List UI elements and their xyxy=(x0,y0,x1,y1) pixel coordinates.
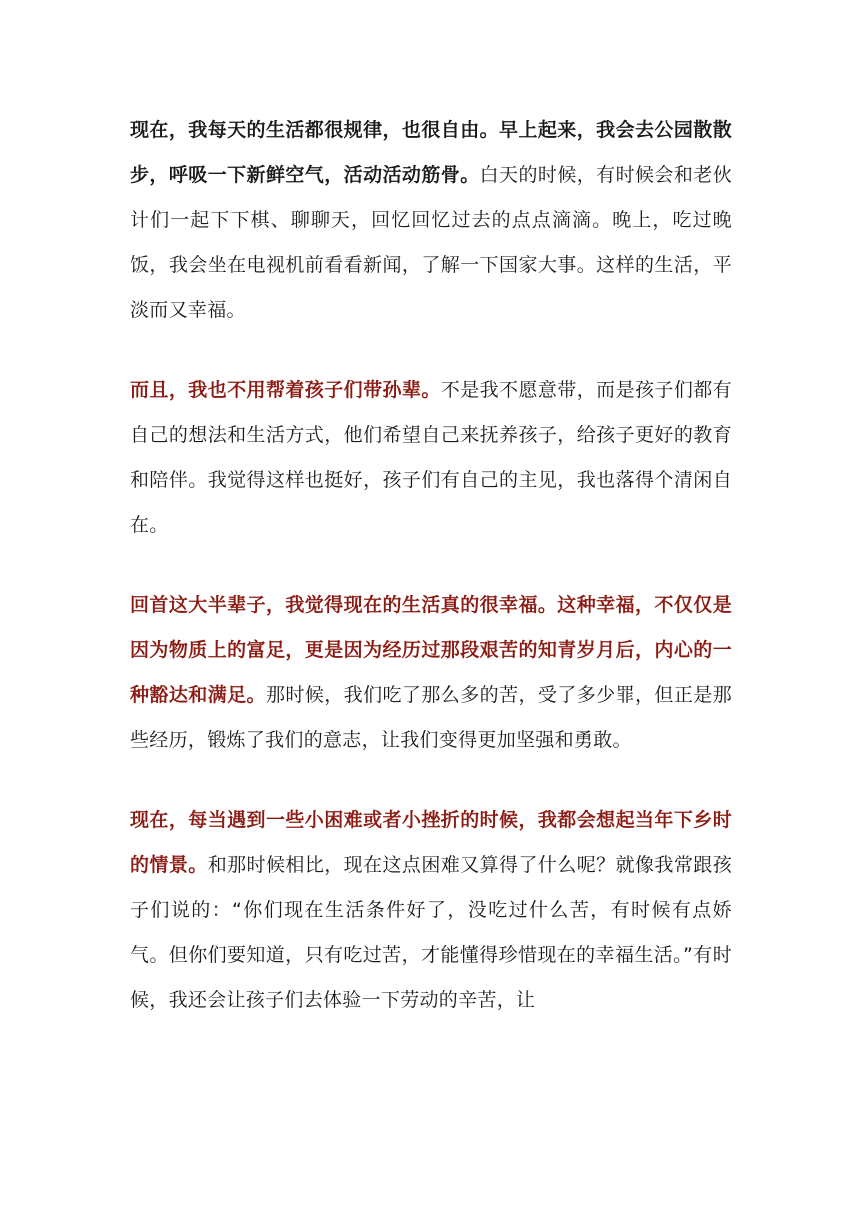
paragraph-body: 不是我不愿意带，而是孩子们都有自己的想法和生活方式，他们希望自己来抚养孩子，给孩子更好的教育和陪伴。我觉得这样也挺好，孩子们有自己的主见，我也落得个清闲自在。 xyxy=(130,379,732,536)
paragraph-body: 白天的时候，有时候会和老伙计们一起下下棋、聊聊天，回忆回忆过去的点点滴滴。晚上，吃过晚饭，我会坐在电视机前看看新闻，了解一下国家大事。这样的生活，平淡而又幸福。 xyxy=(130,164,733,321)
paragraph-hardship xyxy=(130,798,732,1023)
article-body xyxy=(130,108,732,1058)
paragraph-lead: 而且，我也不用帮着孩子们带孙辈。 xyxy=(130,379,441,401)
paragraph-daily-life xyxy=(130,108,732,333)
paragraph-body: 那时候，我们吃了那么多的苦，受了多少罪，但正是那些经历，锻炼了我们的意志，让我们变得更加坚强和勇敢。 xyxy=(130,684,732,751)
paragraph-lead: 现在，每当遇到一些小困难或者小挫折的时候，我都会想起当年下乡时的情景。 xyxy=(130,809,732,876)
paragraph-looking-back xyxy=(130,583,732,763)
paragraph-grandchildren xyxy=(130,368,732,548)
paragraph-lead: 回首这大半辈子，我觉得现在的生活真的很幸福。这种幸福，不仅仅是因为物质上的富足，更是因为经历过那段艰苦的知青岁月后，内心的一种豁达和满足。 xyxy=(130,594,732,706)
paragraph-lead: 现在，我每天的生活都很规律，也很自由。早上起来，我会去公园散散步，呼吸一下新鲜空气，活动活动筋骨。 xyxy=(130,119,732,186)
paragraph-body: 和那时候相比，现在这点困难又算得了什么呢？就像我常跟孩子们说的：“你们现在生活条件好了，没吃过什么苦，有时候有点娇气。但你们要知道，只有吃过苦，才能懂得珍惜现在的幸福生活。”有时候，我还会让孩子们去体验一下劳动的辛苦，让 xyxy=(130,854,733,1011)
